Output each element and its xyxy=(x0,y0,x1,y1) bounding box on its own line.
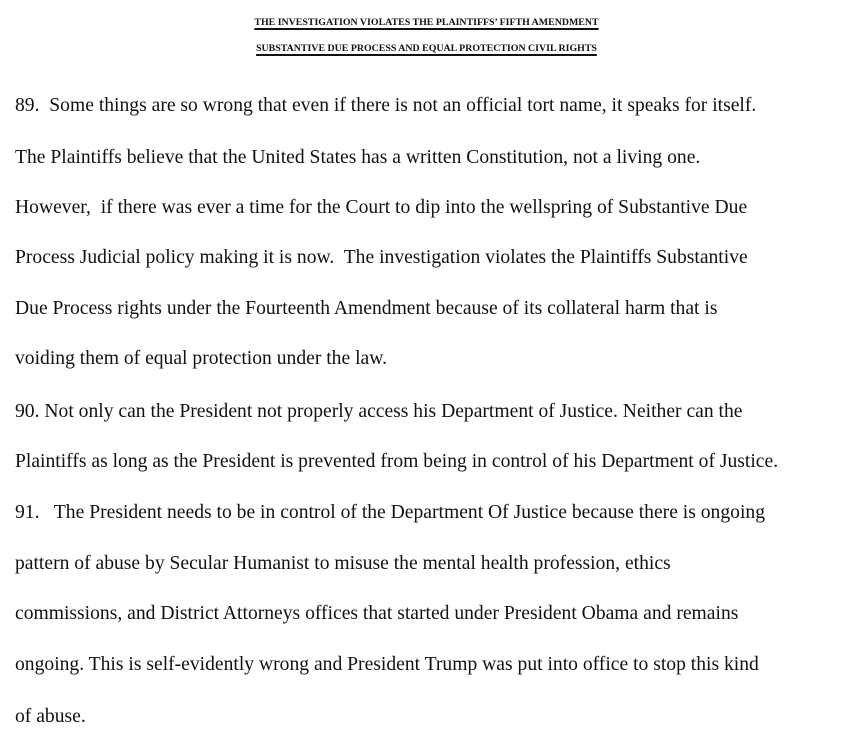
paragraph-91-line-5: of abuse. xyxy=(15,706,86,727)
paragraph-89-line-1: 89. Some things are so wrong that even if there is not an official tort name, it speaks for itself. xyxy=(15,95,757,116)
paragraph-91-line-4: ongoing. This is self-evidently wrong and President Trump was put into office to stop this kind xyxy=(15,654,759,675)
section-heading-line-2: SUBSTANTIVE DUE PROCESS AND EQUAL PROTECTION CIVIL RIGHTS xyxy=(256,43,597,54)
paragraph-89-line-5: Due Process rights under the Fourteenth Amendment because of its collateral harm that is xyxy=(15,298,718,319)
paragraph-90-line-1: 90. Not only can the President not properly access his Department of Justice. Neither can the xyxy=(15,401,743,422)
paragraph-91-line-2: pattern of abuse by Secular Humanist to misuse the mental health profession, ethics xyxy=(15,553,671,574)
paragraph-89-line-3: However, if there was ever a time for the Court to dip into the wellspring of Substantive Due xyxy=(15,197,748,218)
section-heading-line-1: THE INVESTIGATION VIOLATES THE PLAINTIFFS’ FIFTH AMENDMENT xyxy=(254,17,599,28)
paragraph-90-line-2: Plaintiffs as long as the President is prevented from being in control of his Department of Justice. xyxy=(15,451,779,472)
paragraph-91-line-1: 91. The President needs to be in control of the Department Of Justice because there is ongoing xyxy=(15,502,765,523)
paragraph-89-line-4: Process Judicial policy making it is now. The investigation violates the Plaintiffs Substantive xyxy=(15,247,748,268)
paragraph-89-line-6: voiding them of equal protection under the law. xyxy=(15,348,387,369)
paragraph-89-line-2: The Plaintiffs believe that the United States has a written Constitution, not a living one. xyxy=(15,147,701,168)
paragraph-91-line-3: commissions, and District Attorneys offices that started under President Obama and remains xyxy=(15,603,739,624)
